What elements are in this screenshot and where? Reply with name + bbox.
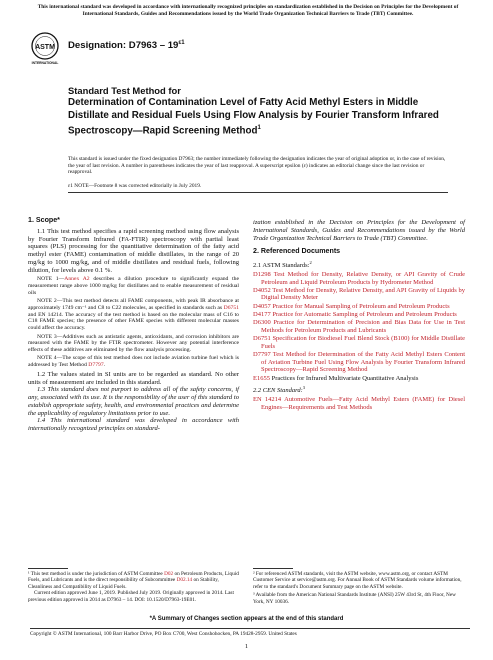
reference-code-link[interactable]: D6300 [253, 319, 271, 327]
para-1-2: 1.2 The values stated in SI units are to be regarded as standard. No other units of measurement are included in this standard. [28, 370, 239, 386]
reference-code-link[interactable]: D6751 [253, 334, 271, 342]
designation [68, 40, 185, 51]
reference-code-link: E1655 [253, 374, 270, 382]
astm-logo [30, 32, 60, 66]
footnote-1-edition: Current edition approved June 1, 2019. Published July 2019. Originally approved in 2014. Last previous edition approved in 2014 as D7963 – 14. DOI: 10.1520/D7963-19E01. [28, 590, 234, 603]
footnote-1: ¹ This test method is under the jurisdiction of ASTM Committee D02 on Petroleum Products, Liquid Fuels, and Lubricants and is the direct responsibility of Subcommittee D02.14 on Stability, Cleanliness and Compatibility of Liquid Fuels. [28, 571, 239, 590]
reference-item [253, 271, 465, 286]
footnote-rule-left [28, 568, 68, 569]
note-2: NOTE 2—This test method detects all FAME components, with peak IR absorbance at approximately 1749 cm⁻¹ and C8 to C22 molecules, as specified in standards such as D6751 and EN 14214. The accuracy of the test method is based on the molecular mass of C16 to C18 FAME species; the presence of other FAME species with different molecular masses could affect the accuracy. [28, 298, 239, 331]
copyright-line: Copyright © ASTM International, 100 Barr Harbor Drive, PO Box C700, West Conshohocken, PA 19428-2959. United States [30, 628, 470, 637]
title-line-2: Determination of Contamination Level of Fatty Acid Methyl Esters in Middle Distillate and Residual Fuels Using Flow Analysis by Fourier Transform Infrared Spectroscopy—Rapid Screening Method$^1$ [68, 97, 439, 137]
reference-item [253, 375, 465, 383]
reference-title: Test Method for Determination of the Fatty Acid Methyl Esters Content of Aviation Turbine Fuel Using Flow Analysis by Fourier Transform Infrared Spectroscopy—Rapid Screening Method [261, 350, 465, 374]
reference-item [253, 287, 465, 302]
logo-subtext: INTERNATIONAL [31, 61, 59, 65]
reference-title: Practice for Manual Sampling of Petroleum and Petroleum Products [270, 302, 450, 310]
footnote-3: ³ Available from the American National Standards Institute (ANSI) 25W 43rd St, 4th Floor, New York, NY 10036. [253, 592, 456, 605]
cen-standard-label: 2.2 CEN Standard:$^3$ [253, 385, 306, 395]
para-1-1: 1.1 This test method specifies a rapid screening method using flow analysis by Fourier Transform Infrared (FA-FTIR) spectroscopy with partial least squares (PLS) processing for the quantitative determination of the fatty acid methyl ester (FAME) contamination of middle distillates, in the range of 20 mg/kg to 1000 mg/kg, and of middle distillates and residual fuels, following dilution, for levels above 0.1 %. [28, 227, 239, 274]
para-1-3: 1.3 This standard does not purport to address all of the safety concerns, if any, associated with its use. It is the responsibility of the user of this standard to establish appropriate safety, health, and environmental practices and determine the applicability of regulatory limitations prior to use. [28, 386, 239, 417]
reference-title: Specification for Biodiesel Fuel Blend Stock (B100) for Middle Distillate Fuels [261, 334, 465, 350]
right-column [253, 219, 465, 412]
scope-heading: 1. Scope* [28, 216, 60, 224]
para-1-4: 1.4 This international standard was developed in accordance with internationally recognized principles on standard- [28, 417, 239, 433]
annex-a2-link[interactable]: Annex A2 [64, 276, 90, 283]
reference-code-link[interactable]: D4057 [253, 302, 271, 310]
astm-standards-label: 2.1 ASTM Standards:$^2$ [253, 260, 312, 270]
note-3: NOTE 3—Additives such as antistatic agents, antioxidants, and corrosion inhibitors are measured with the FAME by the FTIR spectrometer. However any potential interference effects of these additives are eliminated by the flow analysis processing. [28, 333, 239, 353]
reference-code-link[interactable]: D7797 [253, 350, 271, 358]
footnote-2: ² For referenced ASTM standards, visit the ASTM website, www.astm.org, or contact ASTM Customer Service at service@astm.org. For Annual Book of ASTM Standards volume information, refer to the standard's Document Summary page on the ASTM website. [253, 571, 462, 590]
issue-statement: This standard is issued under the fixed designation D7963; the number immediately following the designation indicates the year of original adoption or, in the case of revision, the year of last revision. A number in parentheses indicates the year of last reapproval. A superscript epsilon (ε) indicates an editorial change since the last revision or reapproval. [68, 156, 446, 176]
astm-reference-list [253, 271, 465, 382]
title-line-1: Standard Test Method for [68, 85, 181, 96]
title-footnote-marker: 1 [257, 125, 261, 132]
footnote-rule-right [253, 568, 293, 569]
d02-14-link[interactable]: D02.14 [176, 577, 193, 584]
cen-reference-title: Automotive Fuels—Fatty Acid Methyl Esters (FAME) for Diesel Engines—Requirements and Test Methods [261, 396, 465, 411]
editorial-note: ε1 NOTE—Footnote 8 was corrected editorially in July 2019. [68, 183, 448, 193]
reference-title: Practices for Infrared Multivariate Quantitative Analysis [269, 374, 419, 382]
footnotes-right [253, 571, 465, 605]
d7797-link[interactable]: D7797 [88, 362, 104, 369]
d6751-link[interactable]: D6751 [223, 304, 239, 311]
note-4: NOTE 4—The scope of this test method does not include aviation turbine fuel which is addressed by Test Method D7797. [28, 355, 239, 369]
cen-reference-code-link[interactable]: EN 14214 [253, 396, 282, 404]
reference-item [253, 335, 465, 350]
reference-code-link[interactable]: D1298 [253, 270, 271, 278]
reference-code-link[interactable]: D4177 [253, 310, 271, 318]
logo-text: ASTM [35, 44, 55, 51]
cen-reference-item [253, 396, 465, 411]
page-number: 1 [244, 643, 249, 650]
reference-item [253, 311, 465, 319]
reference-item [253, 319, 465, 334]
reference-item [253, 351, 465, 374]
cen-reference-list [253, 396, 465, 411]
reference-title: Test Method for Density, Relative Density, or API Gravity of Crude Petroleum and Liquid Petroleum Products by Hydrometer Method [261, 270, 465, 286]
reference-code-link[interactable]: D4052 [253, 286, 271, 294]
reference-title: Test Method for Density, Relative Density, and API Gravity of Liquids by Digital Density Meter [261, 286, 465, 302]
designation-superscript: ε1 [178, 40, 185, 46]
footnotes-left [28, 571, 239, 603]
designation-label: Designation: D7963 – 19 [68, 40, 179, 52]
d02-link[interactable]: D02 [164, 571, 174, 577]
summary-of-changes-note: *A Summary of Changes section appears at the end of this standard [149, 616, 344, 622]
note-1: NOTE 1—Annex A2 describes a dilution procedure to significantly expand the measurement range above 1000 mg/kg for distillates and to enable measurement of residual oils [28, 276, 239, 296]
standards-banner: This international standard was developed in accordance with internationally recognized principles on standardization established in the Decision on Principles for the Development of International Standards, Guides and Recommendations issued by the World Trade Organization Technical Barriers to Trade (TBT) Committee. [37, 4, 459, 17]
reference-item [253, 303, 465, 311]
referenced-documents-heading: 2. Referenced Documents [253, 247, 341, 256]
document-title [68, 85, 448, 138]
para-1-4-continued: ization established in the Decision on Principles for the Development of International Standards, Guides and Recommendations issued by the World Trade Organization Technical Barriers to Trade (TBT) Committee. [253, 219, 465, 242]
reference-title: Practice for Determination of Precision and Bias Data for Use in Test Methods for Petroleum Products and Lubricants [261, 319, 465, 334]
left-column [28, 213, 239, 433]
reference-title: Practice for Automatic Sampling of Petroleum and Petroleum Products [270, 310, 457, 318]
